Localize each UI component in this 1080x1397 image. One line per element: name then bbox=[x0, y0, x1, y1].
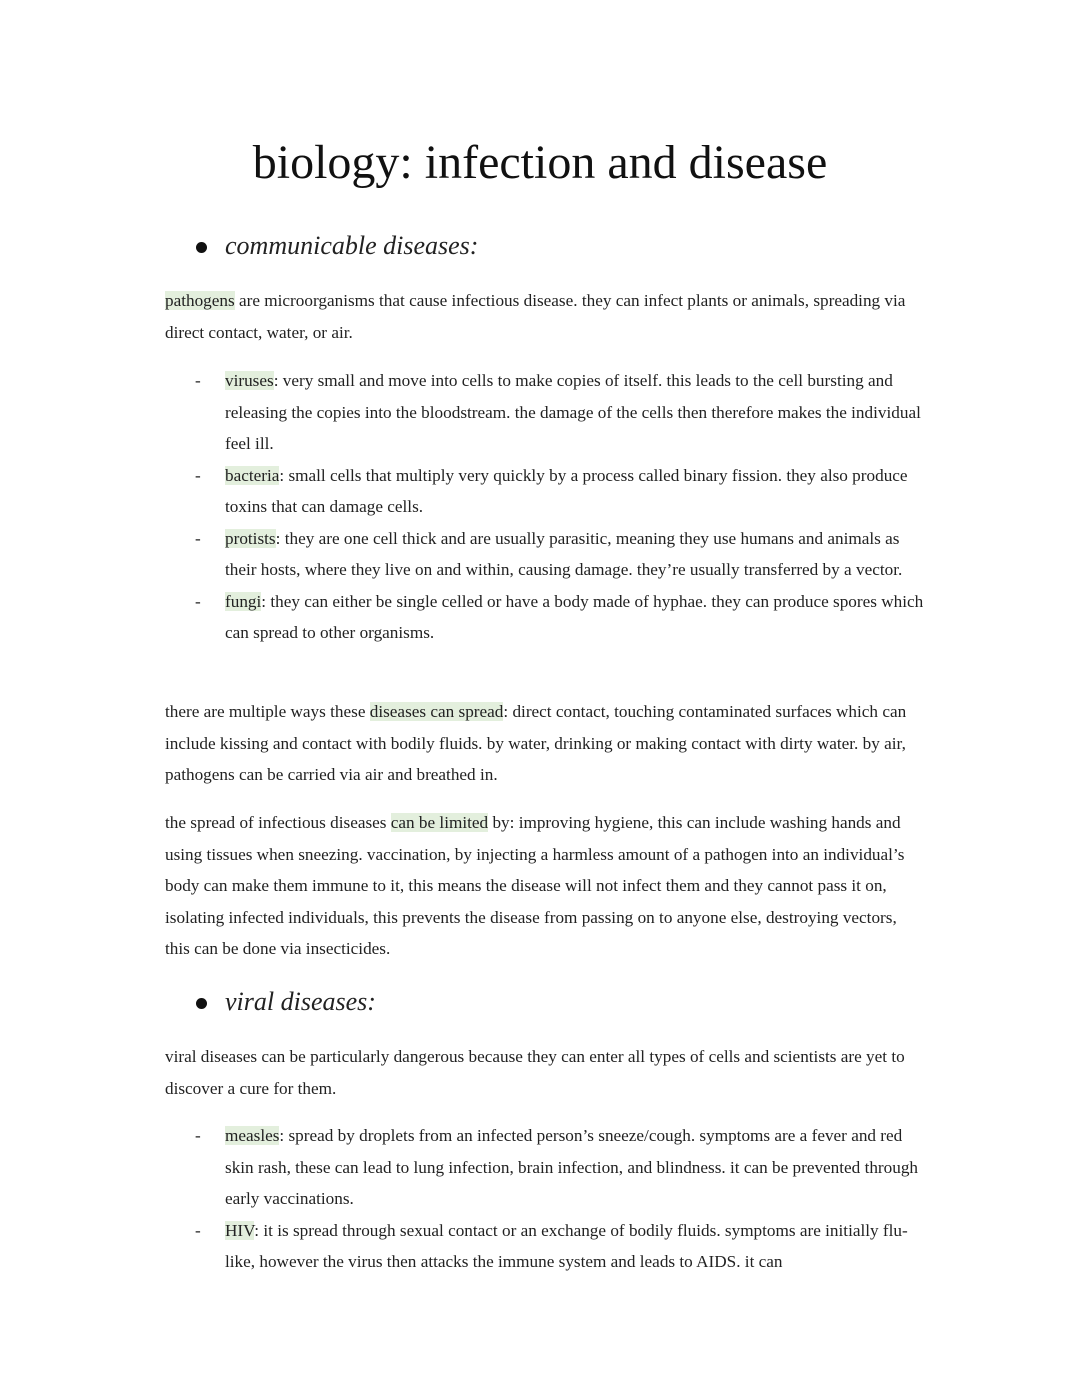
section-heading-communicable bbox=[196, 230, 478, 262]
list-item-text: : they can either be single celled or have a body made of hyphae. they can produce spores which can spread to other organisms. bbox=[225, 591, 924, 642]
list-item-text: : spread by droplets from an infected person’s sneeze/cough. symptoms are a fever and red skin rash, these can lead to lung infection, brain infection, and blindness. it can be prevented through early vaccinations. bbox=[225, 1126, 919, 1208]
bullet-icon bbox=[196, 998, 207, 1009]
list-item bbox=[165, 586, 925, 649]
bullet-icon bbox=[196, 242, 207, 253]
section-heading-viral bbox=[196, 986, 376, 1018]
pathogens-paragraph bbox=[165, 285, 915, 348]
paragraph-text: there are multiple ways these bbox=[165, 702, 370, 721]
paragraph-text: the spread of infectious diseases bbox=[165, 813, 391, 832]
paragraph-text: : direct contact, touching contaminated surfaces which can include kissing and contact with bodily fluids. by water, drinking or making contact with dirty water. by air, pathogens can be carried via air and breathed in. bbox=[165, 702, 907, 784]
pathogen-types-list bbox=[165, 365, 925, 649]
dash-marker: - bbox=[195, 528, 201, 548]
highlighted-term: can be limited bbox=[390, 813, 489, 832]
spread-limited-paragraph bbox=[165, 807, 915, 965]
list-item-text: : small cells that multiply very quickly by a process called binary fission. they also produce toxins that can damage cells. bbox=[225, 465, 908, 516]
dash-marker: - bbox=[195, 591, 201, 611]
highlighted-term: pathogens bbox=[165, 291, 235, 310]
highlighted-term: protists bbox=[225, 528, 276, 548]
highlighted-term: bacteria bbox=[225, 465, 280, 485]
list-item bbox=[165, 1120, 925, 1215]
list-item bbox=[165, 460, 925, 523]
dash-marker: - bbox=[195, 465, 201, 485]
highlighted-term: HIV bbox=[225, 1220, 255, 1240]
paragraph-text: by: improving hygiene, this can include washing hands and using tissues when sneezing. vaccination, by injecting a harmless amount of a pathogen into an individual’s body can make them immune to it, this means the disease will not infect them and they cannot pass it on, isolating infected individuals, this prevents the disease from passing on to anyone else, destroying vectors, this can be done via insecticides. bbox=[165, 813, 905, 958]
list-item-text: : they are one cell thick and are usually parasitic, meaning they use humans and animals as their hosts, where they live on and within, causing damage. they’re usually transferred by a vector. bbox=[225, 528, 903, 579]
list-item bbox=[165, 1215, 925, 1278]
dash-marker: - bbox=[195, 1220, 201, 1240]
disease-spread-paragraph bbox=[165, 696, 915, 791]
highlighted-term: viruses bbox=[225, 371, 274, 390]
viral-diseases-list bbox=[165, 1120, 925, 1278]
section-heading-text: viral diseases: bbox=[225, 987, 376, 1016]
page-title: biology: infection and disease bbox=[252, 136, 828, 189]
paragraph-text: viral diseases can be particularly dangerous because they can enter all types of cells and scientists are yet to discover a cure for them. bbox=[165, 1047, 905, 1098]
list-item-text: : very small and move into cells to make copies of itself. this leads to the cell bursting and releasing the copies into the bloodstream. the damage of the cells then therefore makes the individual feel ill. bbox=[225, 371, 921, 453]
list-item-text: : it is spread through sexual contact or an exchange of bodily fluids. symptoms are initially flu-like, however the virus then attacks the immune system and leads to AIDS. it can bbox=[225, 1220, 908, 1271]
viral-intro-paragraph bbox=[165, 1041, 915, 1104]
section-heading-text: communicable diseases: bbox=[225, 231, 479, 260]
highlighted-term: fungi bbox=[225, 591, 262, 611]
highlighted-term: diseases can spread bbox=[369, 702, 504, 721]
paragraph-text: are microorganisms that cause infectious disease. they can infect plants or animals, spreading via direct contact, water, or air. bbox=[165, 291, 906, 342]
highlighted-term: measles bbox=[225, 1126, 280, 1145]
list-item bbox=[165, 523, 925, 586]
dash-marker: - bbox=[195, 371, 201, 390]
dash-marker: - bbox=[195, 1126, 201, 1145]
list-item bbox=[165, 365, 925, 460]
